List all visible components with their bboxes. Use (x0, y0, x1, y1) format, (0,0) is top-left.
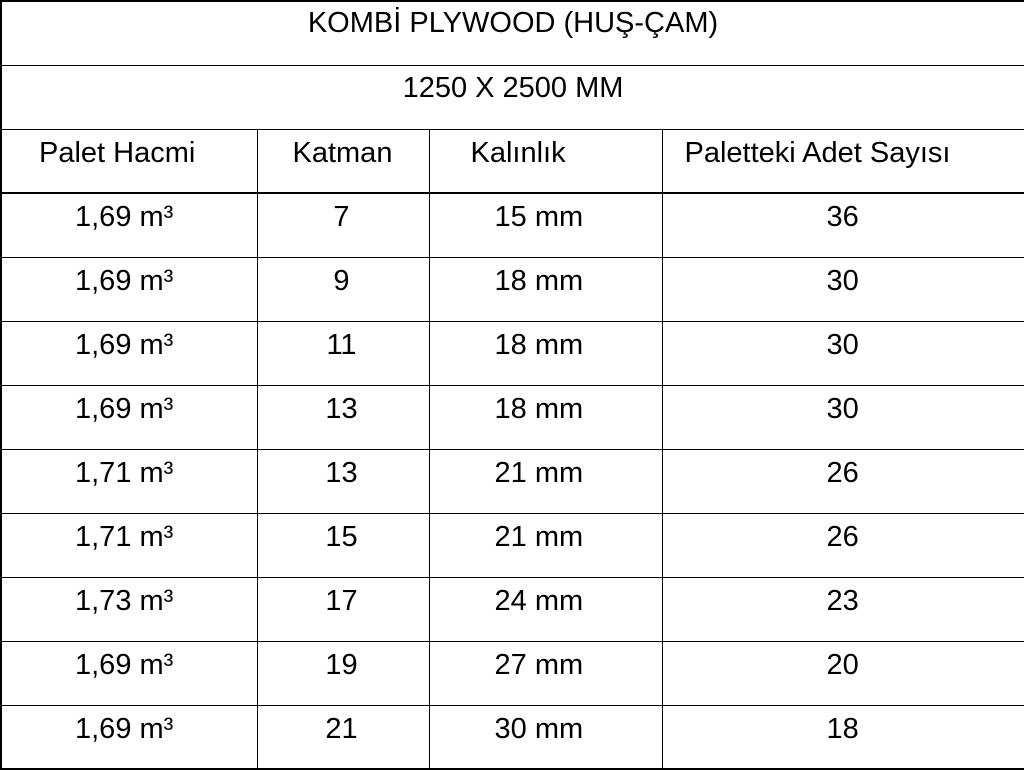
title-row (1, 1, 1024, 65)
cell-adet-sayisi (662, 193, 1024, 257)
cell-value: 26 (827, 450, 1024, 488)
header-cell-katman (257, 129, 429, 193)
cell-value: 9 (257, 258, 429, 296)
table-row (1, 257, 1024, 321)
cell-value: 18 mm (495, 322, 662, 360)
size-row (1, 65, 1024, 129)
cell-value: 18 mm (495, 258, 662, 296)
cell-value: 30 (827, 386, 1024, 424)
header-row (1, 129, 1024, 193)
cell-value: 15 (257, 514, 429, 552)
cell-katman (257, 513, 429, 577)
cell-value: 23 (827, 578, 1024, 616)
cell-value: 7 (257, 194, 429, 232)
cell-katman (257, 705, 429, 769)
cell-kalinlik (429, 193, 662, 257)
cell-palet-hacmi (1, 385, 257, 449)
cell-value: 21 mm (495, 450, 662, 488)
cell-value: 19 (257, 642, 429, 680)
cell-value: 1,69 m³ (75, 642, 257, 680)
cell-katman (257, 449, 429, 513)
cell-palet-hacmi (1, 641, 257, 705)
cell-palet-hacmi (1, 449, 257, 513)
cell-kalinlik (429, 449, 662, 513)
cell-value: 20 (827, 642, 1024, 680)
table-title: KOMBİ PLYWOOD (HUŞ-ÇAM) (1, 1, 1024, 65)
cell-value: 1,73 m³ (75, 578, 257, 616)
panel-size: 1250 X 2500 MM (1, 65, 1024, 129)
cell-value: 21 (257, 706, 429, 744)
cell-palet-hacmi (1, 257, 257, 321)
cell-value: 13 (257, 386, 429, 424)
table-row (1, 385, 1024, 449)
cell-adet-sayisi (662, 513, 1024, 577)
cell-value: 21 mm (495, 514, 662, 552)
cell-adet-sayisi (662, 257, 1024, 321)
cell-value: 1,69 m³ (75, 258, 257, 296)
cell-value: 26 (827, 514, 1024, 552)
cell-adet-sayisi (662, 705, 1024, 769)
header-cell-kalinlik (429, 129, 662, 193)
header-label: Kalınlık (471, 130, 662, 168)
cell-palet-hacmi (1, 193, 257, 257)
cell-adet-sayisi (662, 385, 1024, 449)
cell-adet-sayisi (662, 577, 1024, 641)
cell-value: 17 (257, 578, 429, 616)
cell-value: 18 (827, 706, 1024, 744)
cell-kalinlik (429, 385, 662, 449)
cell-katman (257, 321, 429, 385)
cell-katman (257, 257, 429, 321)
cell-palet-hacmi (1, 577, 257, 641)
cell-value: 1,71 m³ (75, 450, 257, 488)
cell-katman (257, 385, 429, 449)
cell-value: 1,69 m³ (75, 706, 257, 744)
cell-adet-sayisi (662, 321, 1024, 385)
cell-value: 27 mm (495, 642, 662, 680)
cell-kalinlik (429, 257, 662, 321)
cell-value: 11 (257, 322, 429, 360)
table-row (1, 513, 1024, 577)
cell-value: 1,69 m³ (75, 322, 257, 360)
cell-value: 30 (827, 322, 1024, 360)
cell-katman (257, 577, 429, 641)
cell-value: 18 mm (495, 386, 662, 424)
cell-value: 30 mm (495, 706, 662, 744)
cell-kalinlik (429, 321, 662, 385)
cell-adet-sayisi (662, 449, 1024, 513)
cell-kalinlik (429, 577, 662, 641)
cell-value: 36 (827, 194, 1024, 232)
cell-value: 24 mm (495, 578, 662, 616)
cell-kalinlik (429, 641, 662, 705)
cell-value: 15 mm (495, 194, 662, 232)
cell-kalinlik (429, 513, 662, 577)
cell-value: 30 (827, 258, 1024, 296)
cell-value: 1,69 m³ (75, 194, 257, 232)
cell-katman (257, 641, 429, 705)
cell-value: 1,69 m³ (75, 386, 257, 424)
header-cell-adet-sayisi (662, 129, 1024, 193)
header-cell-palet-hacmi (1, 129, 257, 193)
table-row (1, 321, 1024, 385)
header-label: Katman (293, 130, 429, 168)
cell-palet-hacmi (1, 705, 257, 769)
cell-value: 13 (257, 450, 429, 488)
table-row (1, 193, 1024, 257)
cell-palet-hacmi (1, 321, 257, 385)
table-body (1, 193, 1024, 769)
table-row (1, 641, 1024, 705)
cell-kalinlik (429, 705, 662, 769)
table-row (1, 705, 1024, 769)
table-row (1, 577, 1024, 641)
header-label: Paletteki Adet Sayısı (685, 130, 1024, 168)
table-row (1, 449, 1024, 513)
cell-palet-hacmi (1, 513, 257, 577)
header-label: Palet Hacmi (39, 130, 257, 168)
cell-katman (257, 193, 429, 257)
cell-value: 1,71 m³ (75, 514, 257, 552)
cell-adet-sayisi (662, 641, 1024, 705)
